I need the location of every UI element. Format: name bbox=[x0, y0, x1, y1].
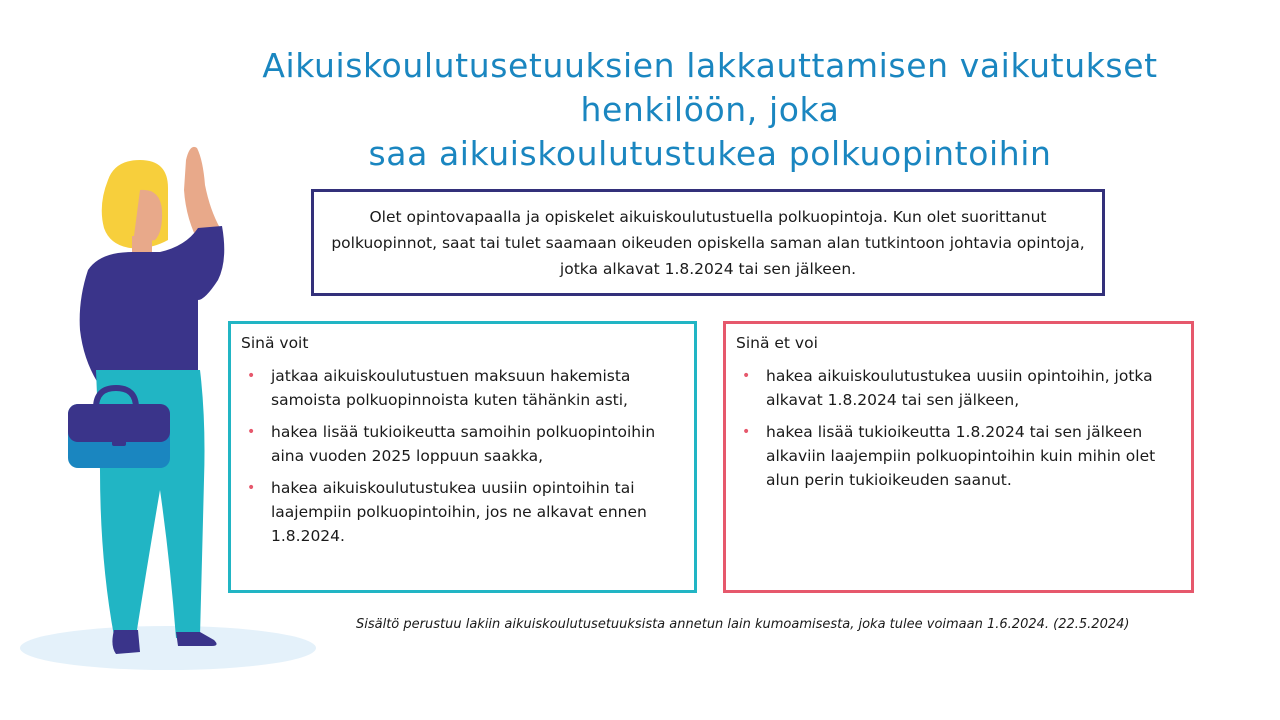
bullet-icon: • bbox=[742, 424, 751, 440]
title-line-2: henkilöön, joka bbox=[580, 90, 840, 129]
can-item-text: hakea lisää tukioikeutta samoihin polkuopintoihin aina vuoden 2025 loppuun saakka, bbox=[271, 423, 656, 465]
cannot-list-item bbox=[736, 364, 1181, 412]
cannot-item-text: hakea aikuiskoulutustukea uusiin opintoihin, jotka alkavat 1.8.2024 tai sen jälkeen, bbox=[766, 367, 1153, 409]
can-list-item bbox=[241, 364, 684, 412]
intro-text: Olet opintovapaalla ja opiskelet aikuiskoulutustuella polkuopintoja. Kun olet suorittanut polkuopinnot, saat tai tulet saamaan oikeuden opiskella saman alan tutkintoon johtavia opintoja, jotka alkavat 1.8.2024 tai sen jälkeen. bbox=[331, 207, 1085, 278]
bullet-icon: • bbox=[247, 368, 256, 384]
intro-box bbox=[311, 189, 1105, 296]
bullet-icon: • bbox=[247, 480, 256, 496]
page-title bbox=[220, 44, 1200, 176]
cannot-heading: Sinä et voi bbox=[736, 334, 818, 352]
cannot-list-item bbox=[736, 420, 1181, 492]
cannot-item-text: hakea lisää tukioikeutta 1.8.2024 tai sen jälkeen alkaviin laajempiin polkuopintoihin kuin mihin olet alun perin tukioikeuden saanut. bbox=[766, 423, 1156, 489]
cannot-box bbox=[723, 321, 1194, 593]
cannot-list bbox=[736, 364, 1181, 492]
can-list-item bbox=[241, 420, 684, 468]
title-line-3: saa aikuiskoulutustukea polkuopintoihin bbox=[368, 134, 1052, 173]
bullet-icon: • bbox=[742, 368, 751, 384]
can-heading: Sinä voit bbox=[241, 334, 309, 352]
can-list-item bbox=[241, 476, 684, 548]
can-item-text: hakea aikuiskoulutustukea uusiin opintoihin tai laajempiin polkuopintoihin, jos ne alkavat ennen 1.8.2024. bbox=[271, 479, 647, 545]
footnote: Sisältö perustuu lakiin aikuiskoulutusetuuksista annetun lain kumoamisesta, joka tulee voimaan 1.6.2024. (22.5.2024) bbox=[356, 617, 1130, 632]
can-item-text: jatkaa aikuiskoulutustuen maksuun hakemista samoista polkuopinnoista kuten tähänkin asti, bbox=[271, 367, 631, 409]
can-box bbox=[228, 321, 697, 593]
can-list bbox=[241, 364, 684, 548]
title-line-1: Aikuiskoulutusetuuksien lakkauttamisen vaikutukset bbox=[262, 46, 1158, 85]
bullet-icon: • bbox=[247, 424, 256, 440]
